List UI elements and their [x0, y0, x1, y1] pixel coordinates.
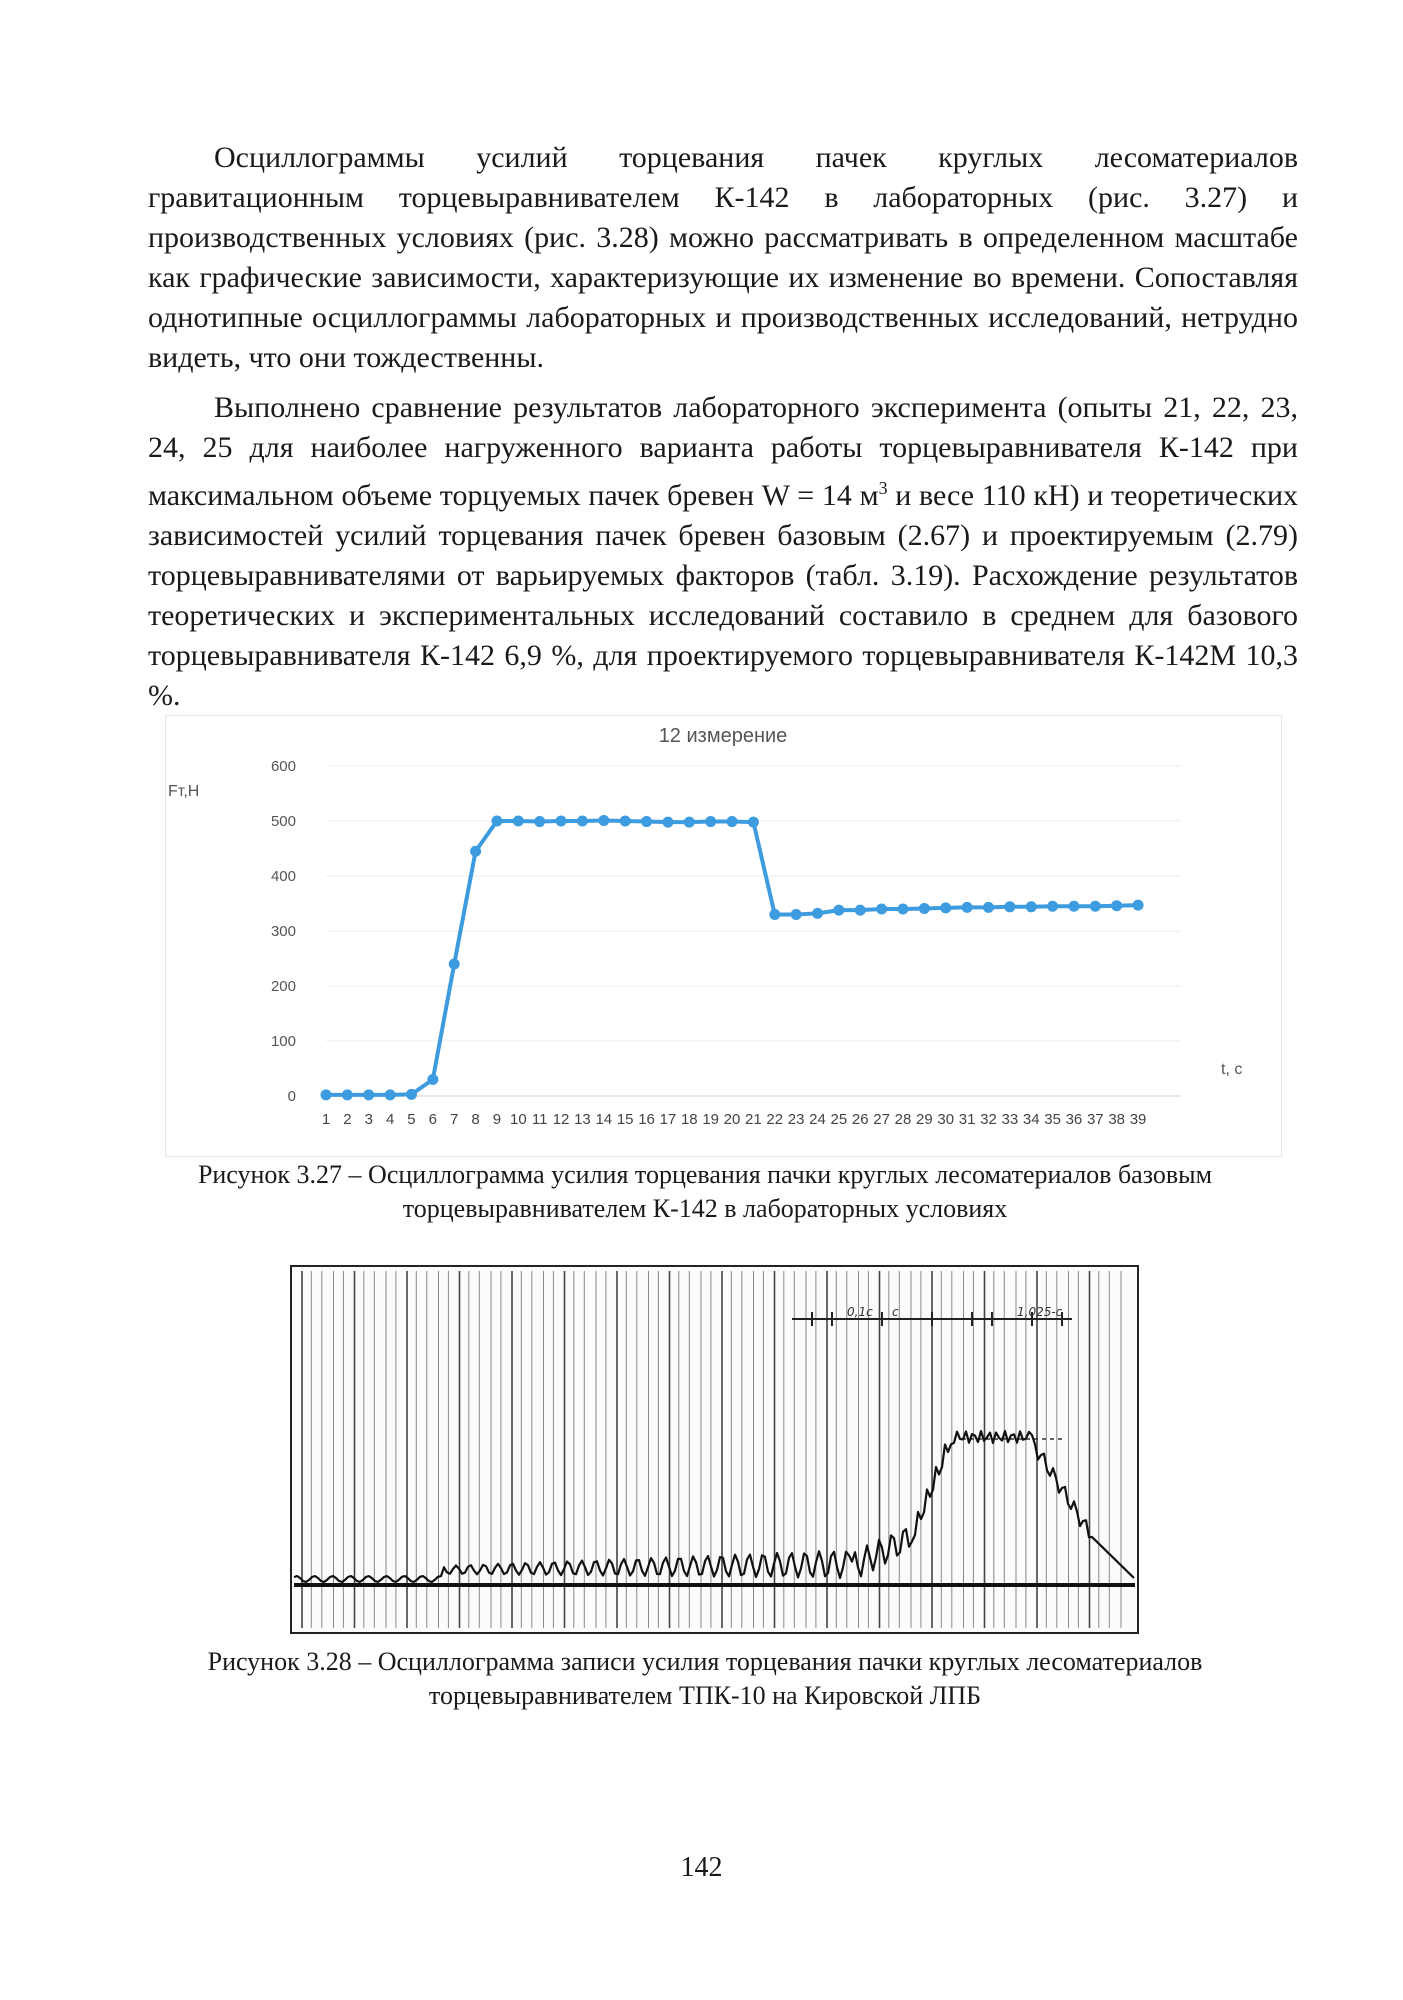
x-tick-label: 36 [1065, 1111, 1083, 1128]
data-point [406, 1089, 417, 1100]
y-tick-label: 500 [270, 813, 296, 830]
y-tick-label: 300 [270, 923, 296, 940]
x-tick-label: 22 [766, 1111, 784, 1128]
data-point [962, 902, 973, 913]
x-tick-label: 33 [1001, 1111, 1019, 1128]
osc-signal-trace [294, 1431, 1134, 1582]
x-tick-label: 13 [574, 1111, 591, 1128]
caption-2-line-1: Рисунок 3.28 – Осциллограмма записи усилия торцевания пачки круглых лесоматериалов [207, 1647, 1203, 1676]
data-point [385, 1089, 396, 1100]
figure-3-27-caption [140, 1158, 1270, 1226]
y-tick-label: 0 [287, 1088, 296, 1105]
data-point [1026, 901, 1037, 912]
x-tick-label: 21 [745, 1111, 762, 1128]
chart-svg [166, 716, 1281, 1156]
x-tick-label: 14 [595, 1111, 613, 1128]
page-number: 142 [680, 1852, 723, 1883]
data-point [1004, 901, 1015, 912]
x-tick-label: 15 [616, 1111, 634, 1128]
data-point [556, 816, 567, 827]
data-point [727, 816, 738, 827]
data-point [855, 905, 866, 916]
x-tick-label: 39 [1129, 1111, 1147, 1128]
y-tick-label: 400 [270, 868, 296, 885]
data-point [342, 1089, 353, 1100]
data-point [919, 903, 930, 914]
x-tick-label: 23 [787, 1111, 805, 1128]
data-point [449, 959, 460, 970]
x-tick-label: 31 [958, 1111, 976, 1128]
x-tick-label: 10 [509, 1111, 527, 1128]
x-tick-label: 8 [471, 1111, 480, 1128]
caption-1-line-1: Рисунок 3.27 – Осциллограмма усилия торцевания пачки круглых лесоматериалов базовым [197, 1160, 1213, 1189]
body-text [148, 138, 1298, 726]
data-point [983, 902, 994, 913]
x-tick-label: 12 [552, 1111, 570, 1128]
data-point [1047, 901, 1058, 912]
x-tick-label: 37 [1086, 1111, 1104, 1128]
data-point [470, 846, 481, 857]
x-tick-label: 5 [407, 1111, 416, 1128]
data-point [748, 817, 759, 828]
osc-label-3: 1,025-с [1017, 1305, 1063, 1319]
x-tick-label: 34 [1022, 1111, 1040, 1128]
x-tick-label: 9 [492, 1111, 502, 1128]
data-point [812, 908, 823, 919]
x-tick-label: 3 [364, 1111, 373, 1128]
x-tick-label: 18 [680, 1111, 698, 1128]
x-tick-label: 25 [830, 1111, 848, 1128]
data-point [427, 1074, 438, 1085]
x-axis-label: t, c [1221, 1061, 1243, 1078]
data-point [491, 816, 502, 827]
x-tick-label: 32 [980, 1111, 997, 1128]
x-tick-label: 16 [638, 1111, 655, 1128]
x-tick-label: 24 [809, 1111, 826, 1128]
oscillogram-image [292, 1267, 1137, 1632]
paragraph-2-before: Выполнено сравнение результатов лабораторного эксперимента (опыты 21, 22, 23, 24, 25 для наиболее нагруженного варианта работы торцевыравнивателя К-142 при максимальном объеме торцуемых пачек бревен W = 14 м [148, 391, 1298, 512]
osc-label-2: с [892, 1305, 899, 1319]
data-point [705, 816, 716, 827]
caption-1-line-2: торцевыравнивателем К-142 в лабораторных условиях [402, 1194, 1008, 1223]
data-point [833, 905, 844, 916]
y-tick-label: 200 [270, 978, 296, 995]
figure-3-28-caption [140, 1645, 1270, 1713]
x-tick-label: 2 [343, 1111, 352, 1128]
data-point [1068, 901, 1079, 912]
x-tick-label: 28 [894, 1111, 912, 1128]
x-tick-label: 4 [385, 1111, 395, 1128]
data-point [897, 904, 908, 915]
data-point [769, 909, 780, 920]
x-tick-label: 1 [321, 1111, 331, 1128]
x-tick-label: 38 [1108, 1111, 1126, 1128]
data-point [620, 816, 631, 827]
series-line [326, 820, 1138, 1094]
data-point [791, 909, 802, 920]
x-tick-label: 27 [873, 1111, 890, 1128]
data-point [577, 816, 588, 827]
data-point [513, 816, 524, 827]
x-tick-label: 19 [702, 1111, 720, 1128]
x-tick-label: 26 [851, 1111, 869, 1128]
data-point [534, 816, 545, 827]
x-tick-label: 7 [450, 1111, 459, 1128]
data-point [598, 815, 609, 826]
figure-3-28-oscillogram [290, 1265, 1139, 1634]
x-tick-label: 11 [531, 1111, 548, 1128]
figure-3-27-chart [165, 715, 1282, 1157]
paragraph-2-after: и весе 110 кН) и теоретических зависимостей усилий торцевания пачек бревен базовым (2.67) и проектируемым (2.79) торцевыравнивателями от варьируемых факторов (табл. 3.19). Расхождение результатов теоретических и экспериментальных исследований составило в среднем для базового торцевыравнивателя К-142 6,9 %, для проектируемого торцевыравнивателя К-142М 10,3 %. [148, 479, 1298, 712]
y-axis-label: Fт,Н [168, 783, 200, 800]
data-point [321, 1089, 332, 1100]
x-tick-label: 29 [916, 1111, 933, 1128]
x-tick-label: 6 [428, 1111, 438, 1128]
data-point [876, 904, 887, 915]
data-point [684, 817, 695, 828]
caption-2-line-2: торцевыравнивателем ТПК-10 на Кировской ЛПБ [428, 1681, 982, 1710]
paragraph-2-sup: 3 [878, 478, 888, 498]
data-point [662, 817, 673, 828]
x-tick-label: 20 [723, 1111, 741, 1128]
data-point [940, 902, 951, 913]
y-tick-label: 100 [270, 1033, 296, 1050]
x-tick-label: 35 [1044, 1111, 1061, 1128]
data-point [1090, 901, 1101, 912]
data-point [641, 816, 652, 827]
y-tick-label: 600 [270, 758, 296, 775]
data-point [363, 1089, 374, 1100]
paragraph-2 [148, 388, 1298, 716]
data-point [1133, 900, 1144, 911]
osc-label-1: 0,1с [847, 1305, 873, 1319]
paragraph-1: Осциллограммы усилий торцевания пачек круглых лесоматериалов гравитационным торцевыравнивателем К-142 в лабораторных (рис. 3.27) и производственных условиях (рис. 3.28) можно рассматривать в определенном масштабе как графические зависимости, характеризующие их изменение во времени. Сопоставляя однотипные осциллограммы лабораторных и производственных исследований, нетрудно видеть, что они тождественны. [148, 141, 1298, 374]
chart-title: 12 измерение [658, 725, 788, 747]
x-tick-label: 17 [659, 1111, 677, 1128]
x-tick-label: 30 [937, 1111, 955, 1128]
data-point [1111, 900, 1122, 911]
